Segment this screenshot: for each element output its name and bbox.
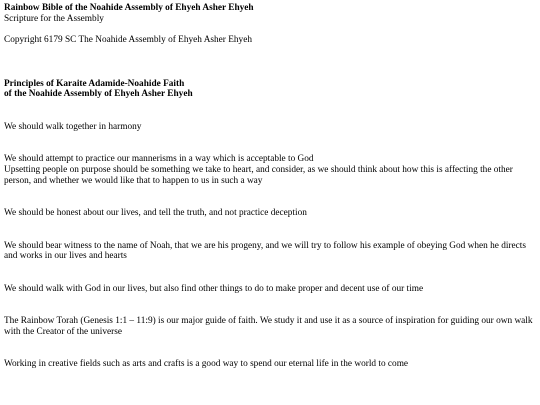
principle-paragraph: We should walk with God in our lives, but also find other things to do to make proper and decent use of our time xyxy=(4,283,424,294)
section-heading: Principles of Karaite Adamide-Noahide Faith xyxy=(4,78,185,89)
document-body xyxy=(4,3,536,370)
spacer xyxy=(4,219,536,241)
principle-paragraph: Working in creative fields such as arts and crafts is a good way to spend our eternal life in the world to come xyxy=(4,359,409,370)
spacer xyxy=(4,25,536,36)
spacer xyxy=(4,295,536,317)
copyright-notice: Copyright 6179 SC The Noahide Assembly of Ehyeh Asher Ehyeh xyxy=(4,35,252,46)
principle-paragraph: The Rainbow Torah (Genesis 1:1 – 11:9) is our major guide of faith. We study it and use it as a source of inspiration for guiding our own walk with the Creator of the universe xyxy=(4,316,533,337)
spacer xyxy=(4,100,536,122)
spacer xyxy=(4,338,536,360)
principle-paragraph: Upsetting people on purpose should be something we take to heart, and consider, as we should think about how this is affecting the other person, and whether we would like that to happen to us in such a way xyxy=(4,164,513,186)
spacer xyxy=(4,46,536,78)
section-heading-subline: of the Noahide Assembly of Ehyeh Asher Ehyeh xyxy=(4,89,193,100)
spacer xyxy=(4,262,536,284)
spacer xyxy=(4,133,536,155)
principle-paragraph: We should be honest about our lives, and tell the truth, and not practice deception xyxy=(4,208,307,219)
document-title: Rainbow Bible of the Noahide Assembly of Ehyeh Asher Ehyeh xyxy=(4,3,254,13)
principle-paragraph: We should walk together in harmony xyxy=(4,121,142,132)
spacer xyxy=(4,187,536,209)
document-subtitle: Scripture for the Assembly xyxy=(4,13,104,24)
principle-paragraph: We should bear witness to the name of Noah, that we are his progeny, and we will try to follow his example of obeying God when he directs and works in our lives and hearts xyxy=(4,240,526,262)
principle-paragraph: We should attempt to practice our mannerisms in a way which is acceptable to God xyxy=(4,154,314,165)
